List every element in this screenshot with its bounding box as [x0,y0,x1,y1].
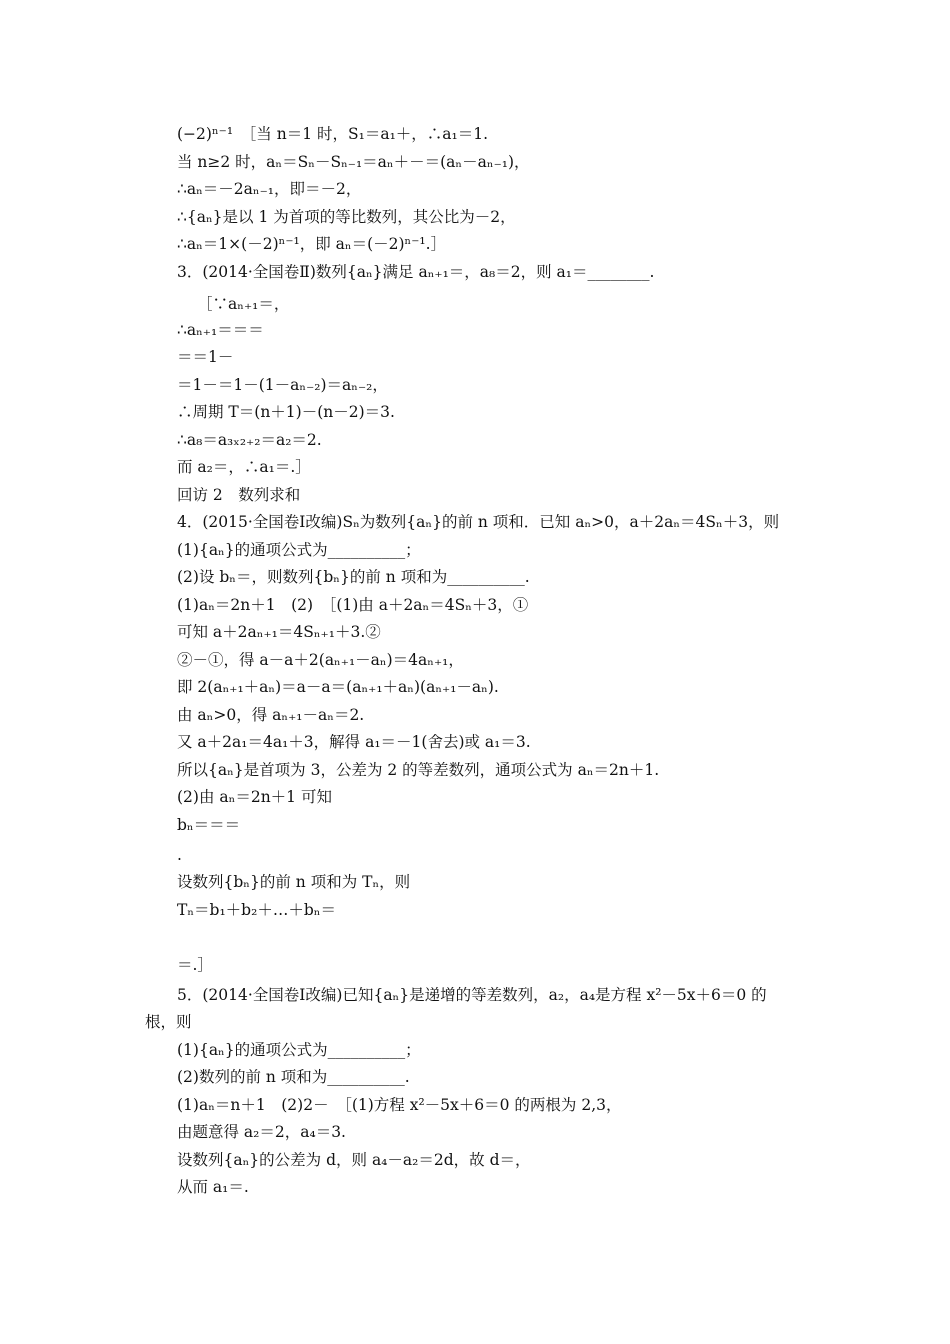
text-line: bₙ＝＝＝ [177,816,241,834]
text-line: 而 a₂＝，∴a₁＝.］ [177,458,311,476]
text-line: ∴aₙ₊₁＝＝＝ [177,321,264,339]
text-line: 所以{aₙ}是首项为 3，公差为 2 的等差数列，通项公式为 aₙ＝2n＋1. [177,761,660,779]
text-line: 即 2(aₙ₊₁＋aₙ)＝a－a＝(aₙ₊₁＋aₙ)(aₙ₊₁－aₙ). [177,678,499,696]
text-line: ∴aₙ＝－2aₙ₋₁，即＝－2， [177,180,362,198]
text-line: 可知 a＋2aₙ₊₁＝4Sₙ₊₁＋3.② [177,623,381,641]
text-line: (−2)ⁿ⁻¹ ［当 n＝1 时，S₁＝a₁＋，∴a₁＝1. [177,125,489,143]
text-line: (2)数列的前 n 项和为__________. [177,1068,410,1086]
text-line: ＝1－＝1－(1－aₙ₋₂)＝aₙ₋₂， [177,376,388,394]
text-line: ［∵aₙ₊₁＝， [197,295,290,313]
text-line: 当 n≥2 时，aₙ＝Sₙ－Sₙ₋₁＝aₙ＋－＝(aₙ－aₙ₋₁)， [177,153,530,171]
text-line: 由题意得 a₂＝2，a₄＝3. [177,1123,346,1141]
text-line: ②－①，得 a－a＋2(aₙ₊₁－aₙ)＝4aₙ₊₁， [177,651,464,669]
text-line: 设数列{bₙ}的前 n 项和为 Tₙ，则 [177,873,411,891]
question-3: 3．(2014·全国卷Ⅱ)数列{aₙ}满足 aₙ₊₁＝，a₈＝2，则 a₁＝________. [177,263,655,281]
question-5: 5．(2014·全国卷Ⅰ改编)已知{aₙ}是递增的等差数列，a₂，a₄是方程 x²－5x＋6＝0 的 [177,986,767,1004]
text-line: 由 aₙ>0，得 aₙ₊₁－aₙ＝2. [177,706,365,724]
text-line: (1){aₙ}的通项公式为__________； [177,1041,421,1059]
text-line: 从而 a₁＝. [177,1178,249,1196]
text-line: ∴aₙ＝1×(－2)ⁿ⁻¹，即 aₙ＝(－2)ⁿ⁻¹.］ [177,235,447,253]
text-line: (2)由 aₙ＝2n＋1 可知 [177,788,332,806]
text-line: ∴周期 T＝(n＋1)－(n－2)＝3. [177,403,395,421]
text-line: (1)aₙ＝n＋1 (2)2－ ［(1)方程 x²－5x＋6＝0 的两根为 2,3， [177,1096,622,1114]
text-line: ∴a₈＝a₃ₓ₂₊₂＝a₂＝2. [177,431,322,449]
text-line: Tₙ＝b₁＋b₂＋…＋bₙ＝ [177,901,336,919]
text-line: (1)aₙ＝2n＋1 (2) ［(1)由 a＋2aₙ＝4Sₙ＋3，① [177,596,529,614]
text-line: 根，则 [145,1013,192,1031]
text-line: (2)设 bₙ＝，则数列{bₙ}的前 n 项和为__________. [177,568,530,586]
text-line: ∴{aₙ}是以 1 为首项的等比数列，其公比为－2， [177,208,516,226]
text-line: . [177,846,182,864]
section-heading: 回访 2 数列求和 [177,486,301,504]
text-line: 又 a＋2a₁＝4a₁＋3，解得 a₁＝－1(舍去)或 a₁＝3. [177,733,531,751]
text-line: ＝＝1－ [177,348,234,366]
text-line: (1){aₙ}的通项公式为__________； [177,541,421,559]
question-4: 4．(2015·全国卷Ⅰ改编)Sₙ为数列{aₙ}的前 n 项和．已知 aₙ>0，a＋2aₙ＝4Sₙ＋3，则 [177,513,780,531]
text-line: 设数列{aₙ}的公差为 d，则 a₄－a₂＝2d，故 d＝， [177,1151,531,1169]
text-line: ＝.］ [177,956,213,974]
